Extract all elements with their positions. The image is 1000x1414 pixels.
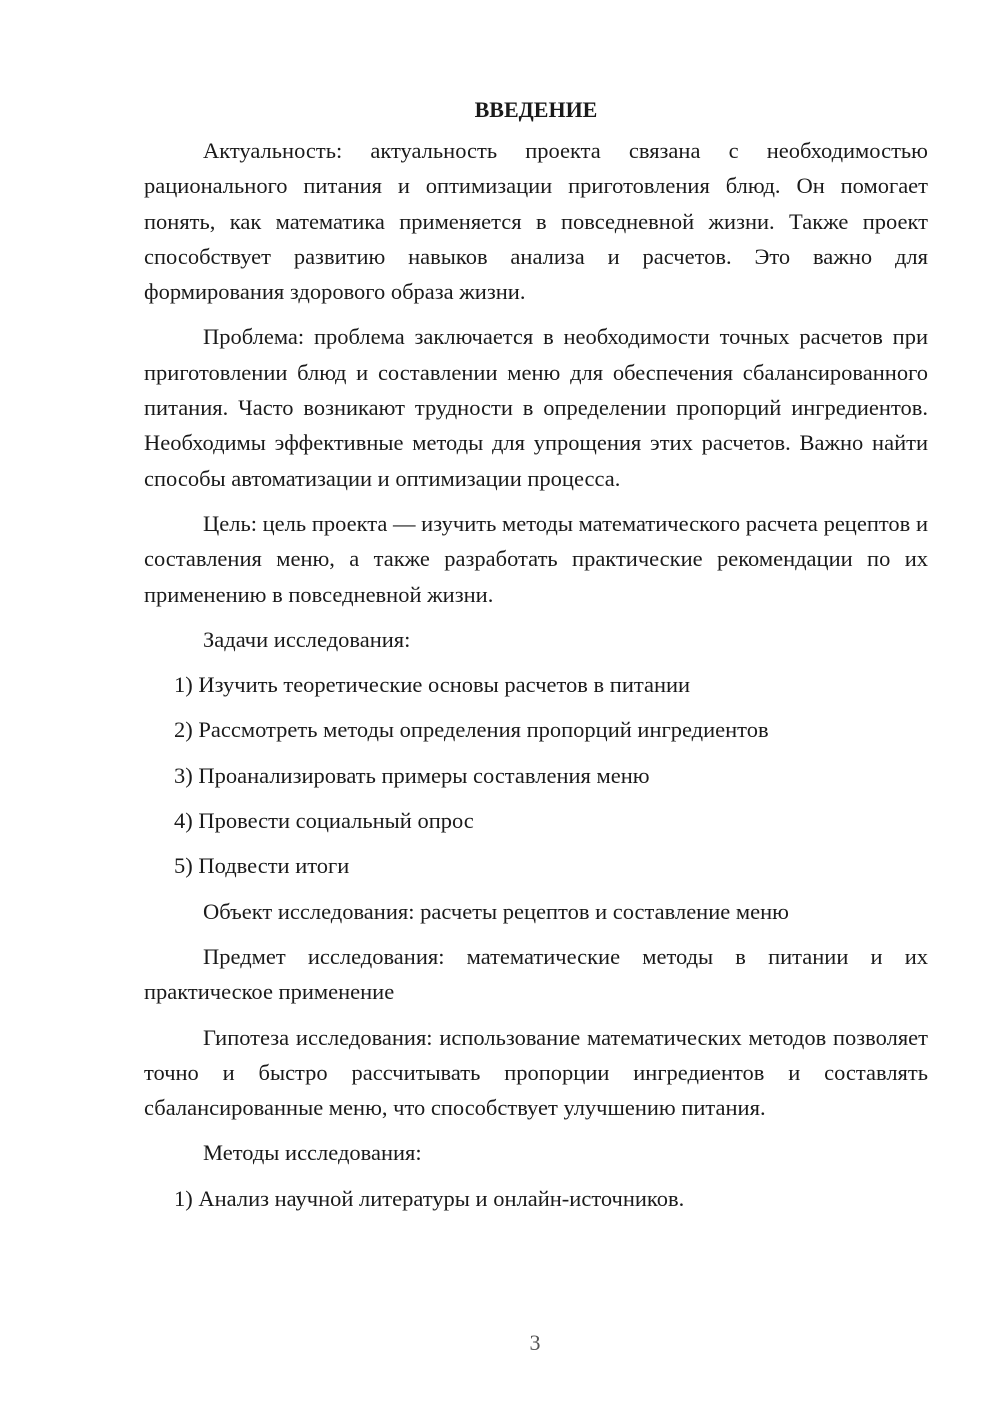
hypothesis-paragraph: Гипотеза исследования: использование математических методов позволяет точно и быстро рассчитывать пропорции ингредиентов и составлять сбалансированные меню, что способствует улучшению питания. xyxy=(144,1024,928,1121)
task-item: 1) Изучить теоретические основы расчетов в питании xyxy=(174,672,691,698)
methods-list xyxy=(144,1181,928,1216)
task-item: 3) Проанализировать примеры составления меню xyxy=(174,762,650,788)
tasks-list xyxy=(144,667,928,883)
methods-heading: Методы исследования: xyxy=(203,1140,422,1166)
document-page xyxy=(144,92,928,1216)
task-item: 4) Провести социальный опрос xyxy=(174,808,474,834)
page-number: 3 xyxy=(529,1330,541,1355)
method-item: 1) Анализ научной литературы и онлайн-источников. xyxy=(174,1185,685,1211)
relevance-paragraph: Актуальность: актуальность проекта связана с необходимостью рационального питания и оптимизации приготовления блюд. Он помогает понять, как математика применяется в повседневной жизни. Также проект способствует развитию навыков анализа и расчетов. Это важно для формирования здорового образа жизни. xyxy=(144,138,928,305)
object-line: Объект исследования: расчеты рецептов и составление меню xyxy=(203,898,789,924)
subject-paragraph: Предмет исследования: математические методы в питании и их практическое применение xyxy=(144,943,928,1005)
task-item: 2) Рассмотреть методы определения пропорций ингредиентов xyxy=(174,717,769,743)
task-item: 5) Подвести итоги xyxy=(174,853,350,879)
goal-paragraph: Цель: цель проекта — изучить методы математического расчета рецептов и составления меню, а также разработать практические рекомендации по их применению в повседневной жизни. xyxy=(144,510,928,607)
page-title: ВВЕДЕНИЕ xyxy=(474,97,598,122)
tasks-heading: Задачи исследования: xyxy=(203,626,411,652)
problem-paragraph: Проблема: проблема заключается в необходимости точных расчетов при приготовлении блюд и составлении меню для обеспечения сбалансированного питания. Часто возникают трудности в определении пропорций ингредиентов. Необходимы эффективные методы для упрощения этих расчетов. Важно найти способы автоматизации и оптимизации процесса. xyxy=(144,324,928,491)
